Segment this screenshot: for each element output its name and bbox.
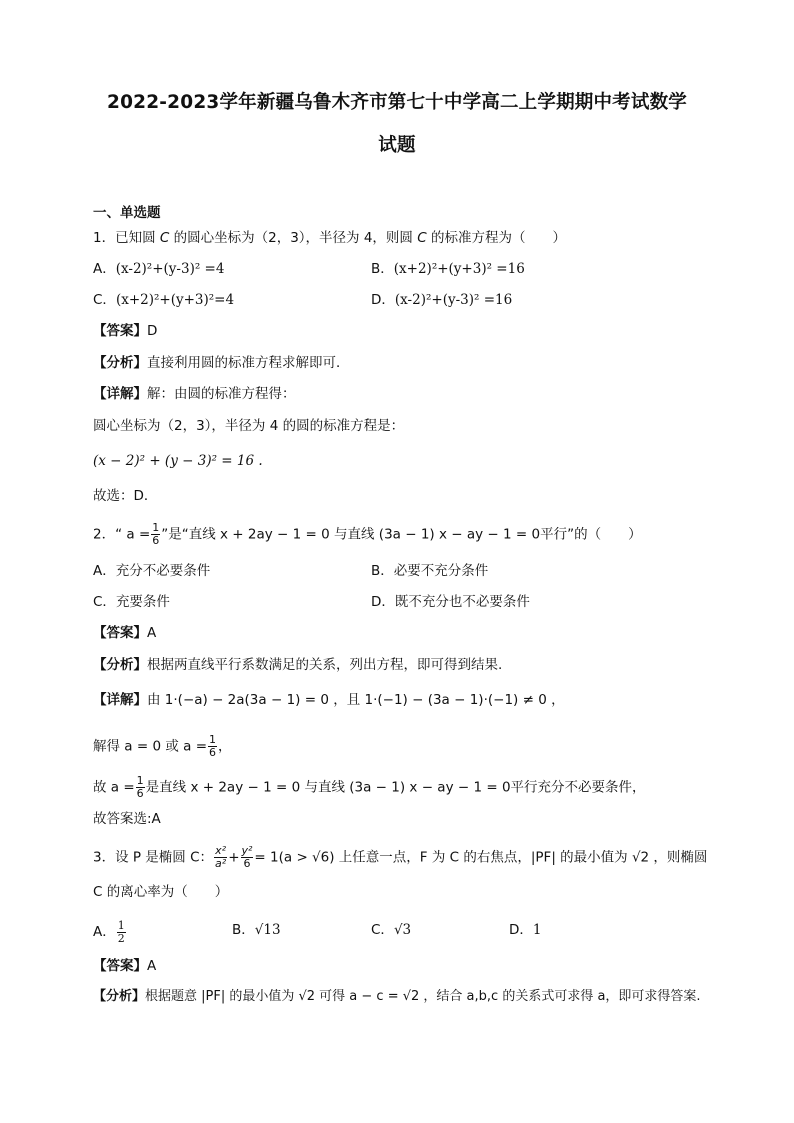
question-1-answer: 【答案】D — [93, 323, 158, 339]
fraction: $\frac{1}{2}$ — [117, 919, 125, 945]
question-3-option-c: C．√3 — [371, 922, 412, 938]
question-1-option-b: B．(x+2)²+(y+3)² =16 — [371, 261, 525, 277]
question-2-conclusion: 故答案选:A — [93, 811, 161, 827]
question-2-detail: 【详解】由 1·(−a) − 2a(3a − 1) = 0 ，且 1·(−1) − (3a − 1)·(−1) ≠ 0 ， — [93, 692, 565, 708]
fraction: $\frac{1}{6}$ — [152, 521, 160, 547]
fraction: $\frac{\text{y²}}{6}$ — [241, 844, 253, 870]
question-1-option-c: C．(x+2)²+(y+3)²=4 — [93, 292, 235, 308]
question-3-answer: 【答案】A — [93, 958, 157, 974]
question-1-equation: (x − 2)² + (y − 3)² = 16 . — [93, 453, 263, 469]
question-3-stem: 3．设 P 是椭圆 C： $\frac{\text{x²}}{\text{a²}}$ + $\frac{\text{y²}}{6}$ = 1(a > √6) 上任意一点，F 为 C 的右焦点，|PF| 的最小值为 √2 ，则椭圆 — [93, 844, 708, 870]
question-1-conclusion: 故选：D． — [93, 488, 158, 504]
question-2-option-b: B．必要不充分条件 — [371, 563, 489, 579]
question-2-stem: 2．“ a = $\frac{1}{6}$ ”是“直线 x + 2ay − 1 = 0 与直线 (3a − 1) x − ay − 1 = 0平行”的（ ） — [93, 521, 642, 547]
question-2-detail-line: 解得 a = 0 或 a = $\frac{1}{6}$ ， — [93, 733, 232, 759]
question-2-analysis: 【分析】根据两直线平行系数满足的关系，列出方程，即可得到结果. — [93, 657, 503, 673]
document-title: 2022-2023学年新疆乌鲁木齐市第七十中学高二上学期期中考试数学 — [107, 92, 687, 113]
question-1-option-d: D．(x-2)²+(y-3)² =16 — [371, 292, 513, 308]
question-1-detail-line: 圆心坐标为（2，3），半径为 4 的圆的标准方程是： — [93, 418, 405, 434]
question-1-analysis: 【分析】直接利用圆的标准方程求解即可． — [93, 355, 350, 371]
fraction: $\frac{1}{6}$ — [136, 774, 144, 800]
question-3-option-b: B．√13 — [232, 922, 281, 938]
question-2-option-c: C．充要条件 — [93, 594, 170, 610]
question-2-option-d: D．既不充分也不必要条件 — [371, 594, 530, 610]
section-heading: 一、单选题 — [93, 205, 161, 221]
fraction: $\frac{1}{6}$ — [209, 733, 217, 759]
question-3-analysis: 【分析】根据题意 |PF| 的最小值为 √2 可得 a − c = √2 ，结合 a,b,c 的关系式可求得 a，即可求得答案. — [93, 989, 701, 1004]
question-2-option-a: A．充分不必要条件 — [93, 563, 211, 579]
question-3-option-d: D．1 — [509, 922, 542, 938]
question-2-detail-line: 故 a = $\frac{1}{6}$ 是直线 x + 2ay − 1 = 0 与直线 (3a − 1) x − ay − 1 = 0平行充分不必要条件， — [93, 774, 646, 800]
question-1-option-a: A．(x-2)²+(y-3)² =4 — [93, 261, 225, 277]
fraction: $\frac{\text{x²}}{\text{a²}}$ — [215, 844, 227, 870]
question-3-stem-continued: C 的离心率为（ ） — [93, 884, 229, 900]
question-3-option-a: A． $\frac{1}{2}$ — [93, 919, 125, 945]
question-1-stem: 1．已知圆 C 的圆心坐标为（2，3），半径为 4，则圆 C 的标准方程为（ ） — [93, 230, 566, 246]
question-1-detail: 【详解】解：由圆的标准方程得： — [93, 386, 296, 402]
question-2-answer: 【答案】A — [93, 625, 157, 641]
document-title-continued: 试题 — [378, 135, 416, 156]
